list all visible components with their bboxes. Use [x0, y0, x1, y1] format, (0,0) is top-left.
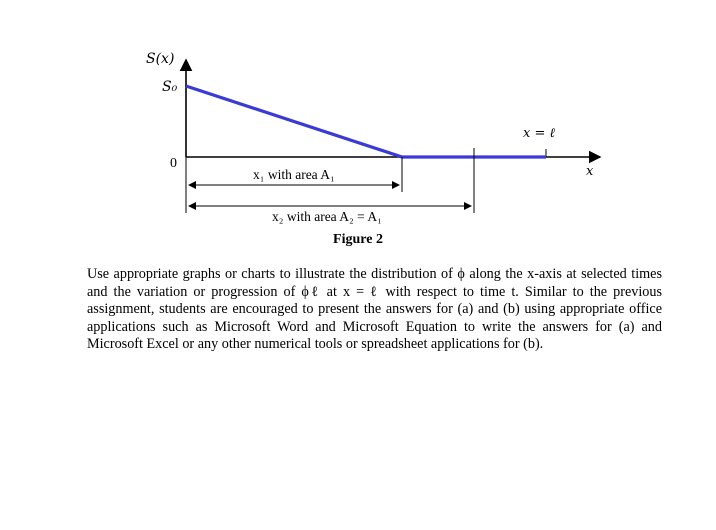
x1-label: x₁ with area A₁ — [253, 167, 335, 182]
x-axis-label: x — [586, 164, 594, 179]
figure-caption: Figure 2 — [333, 232, 383, 247]
body-paragraph: Use appropriate graphs or charts to illustrate the distribution of ϕ along the x-axis at selected times and the variation or progression of ϕℓ at x = ℓ with respect to time t. Similar to the previous assignment, students are encouraged to present the answers for (a) and (b) using appropriate office applications such as Microsoft Word and Microsoft Equation to write the answers for (a) and Microsoft Excel or any other numerical tools or spreadsheet applications for (b). — [87, 266, 662, 353]
x-eq-ell-label: x = ℓ — [523, 126, 555, 141]
figure-2-diagram — [0, 0, 716, 260]
x2-label: x₂ with area A₂ = A₁ — [272, 209, 382, 224]
s0-label: S₀ — [162, 79, 178, 95]
zero-label: 0 — [170, 156, 177, 171]
y-axis-label: S(x) — [146, 51, 175, 67]
s-profile-line — [186, 86, 546, 157]
